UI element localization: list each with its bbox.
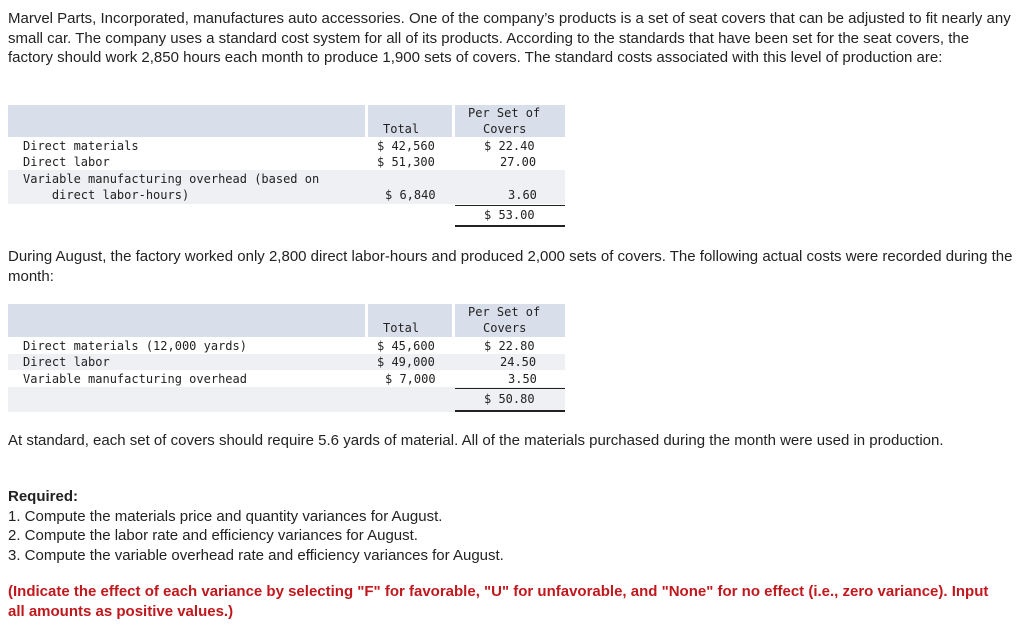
- subtotal-rule: [455, 388, 565, 389]
- row-total: $ 51,300: [377, 155, 435, 169]
- row-total: $ 42,560: [377, 139, 435, 153]
- instruction-note: (Indicate the effect of each variance by selecting "F" for favorable, "U" for unfavorable, and "None" for no effect (i.e., zero variance). Input all amounts as positive values.): [8, 583, 989, 620]
- row-label: Variable manufacturing overhead (based on: [23, 172, 320, 186]
- row-per-set: 27.00: [500, 155, 537, 169]
- header-band: [8, 304, 365, 337]
- row-per-set: $ 22.40: [484, 139, 535, 153]
- row-per-set: 3.60: [508, 188, 537, 202]
- row-label: Variable manufacturing overhead: [23, 372, 247, 386]
- total-per-set: $ 50.80: [484, 392, 535, 406]
- col-header-per-set: Per Set of: [468, 305, 541, 319]
- row-per-set: 24.50: [500, 355, 537, 369]
- header-band: [8, 105, 365, 137]
- required-item: 2. Compute the labor rate and efficiency variances for August.: [8, 527, 418, 544]
- subtotal-rule: [455, 205, 565, 206]
- total-per-set: $ 53.00: [484, 208, 535, 222]
- row-band: [8, 387, 565, 412]
- col-header-total: Total: [383, 122, 420, 136]
- required-section: [8, 487, 1018, 565]
- row-label: Direct materials (12,000 yards): [23, 339, 247, 353]
- row-total: $ 49,000: [377, 355, 435, 369]
- col-header-covers: Covers: [483, 122, 527, 136]
- row-per-set: $ 22.80: [484, 339, 535, 353]
- intro-paragraph: Marvel Parts, Incorporated, manufactures auto accessories. One of the company’s products is a set of seat covers that can be adjusted to fit nearly any small car. The company uses a standard cost system for all of its products. According to the standards that have been set for the seat covers, the factory should work 2,850 hours each month to produce 1,900 sets of covers. The standard costs associated with this level of production are:: [8, 10, 1011, 66]
- total-rule: [455, 225, 565, 227]
- required-title: Required:: [8, 488, 79, 505]
- row-total: $ 7,000: [385, 372, 436, 386]
- row-total: $ 6,840: [385, 188, 436, 202]
- row-total: $ 45,600: [377, 339, 435, 353]
- row-label: Direct labor: [23, 155, 110, 169]
- col-header-per-set: Per Set of: [468, 106, 541, 120]
- required-item: 1. Compute the materials price and quantity variances for August.: [8, 507, 443, 525]
- row-label: Direct labor: [23, 355, 110, 369]
- row-per-set: 3.50: [508, 372, 537, 386]
- col-header-covers: Covers: [483, 321, 527, 335]
- required-item: 3. Compute the variable overhead rate and efficiency variances for August.: [8, 546, 504, 564]
- row-label-continued: direct labor-hours): [23, 188, 190, 202]
- august-paragraph: During August, the factory worked only 2,800 direct labor-hours and produced 2,000 sets of covers. The following actual costs were recorded during the month:: [8, 248, 1013, 285]
- material-paragraph: At standard, each set of covers should require 5.6 yards of material. All of the materials purchased during the month were used in production.: [8, 432, 944, 449]
- row-label: Direct materials: [23, 139, 139, 153]
- total-rule: [455, 410, 565, 412]
- col-header-total: Total: [383, 321, 420, 335]
